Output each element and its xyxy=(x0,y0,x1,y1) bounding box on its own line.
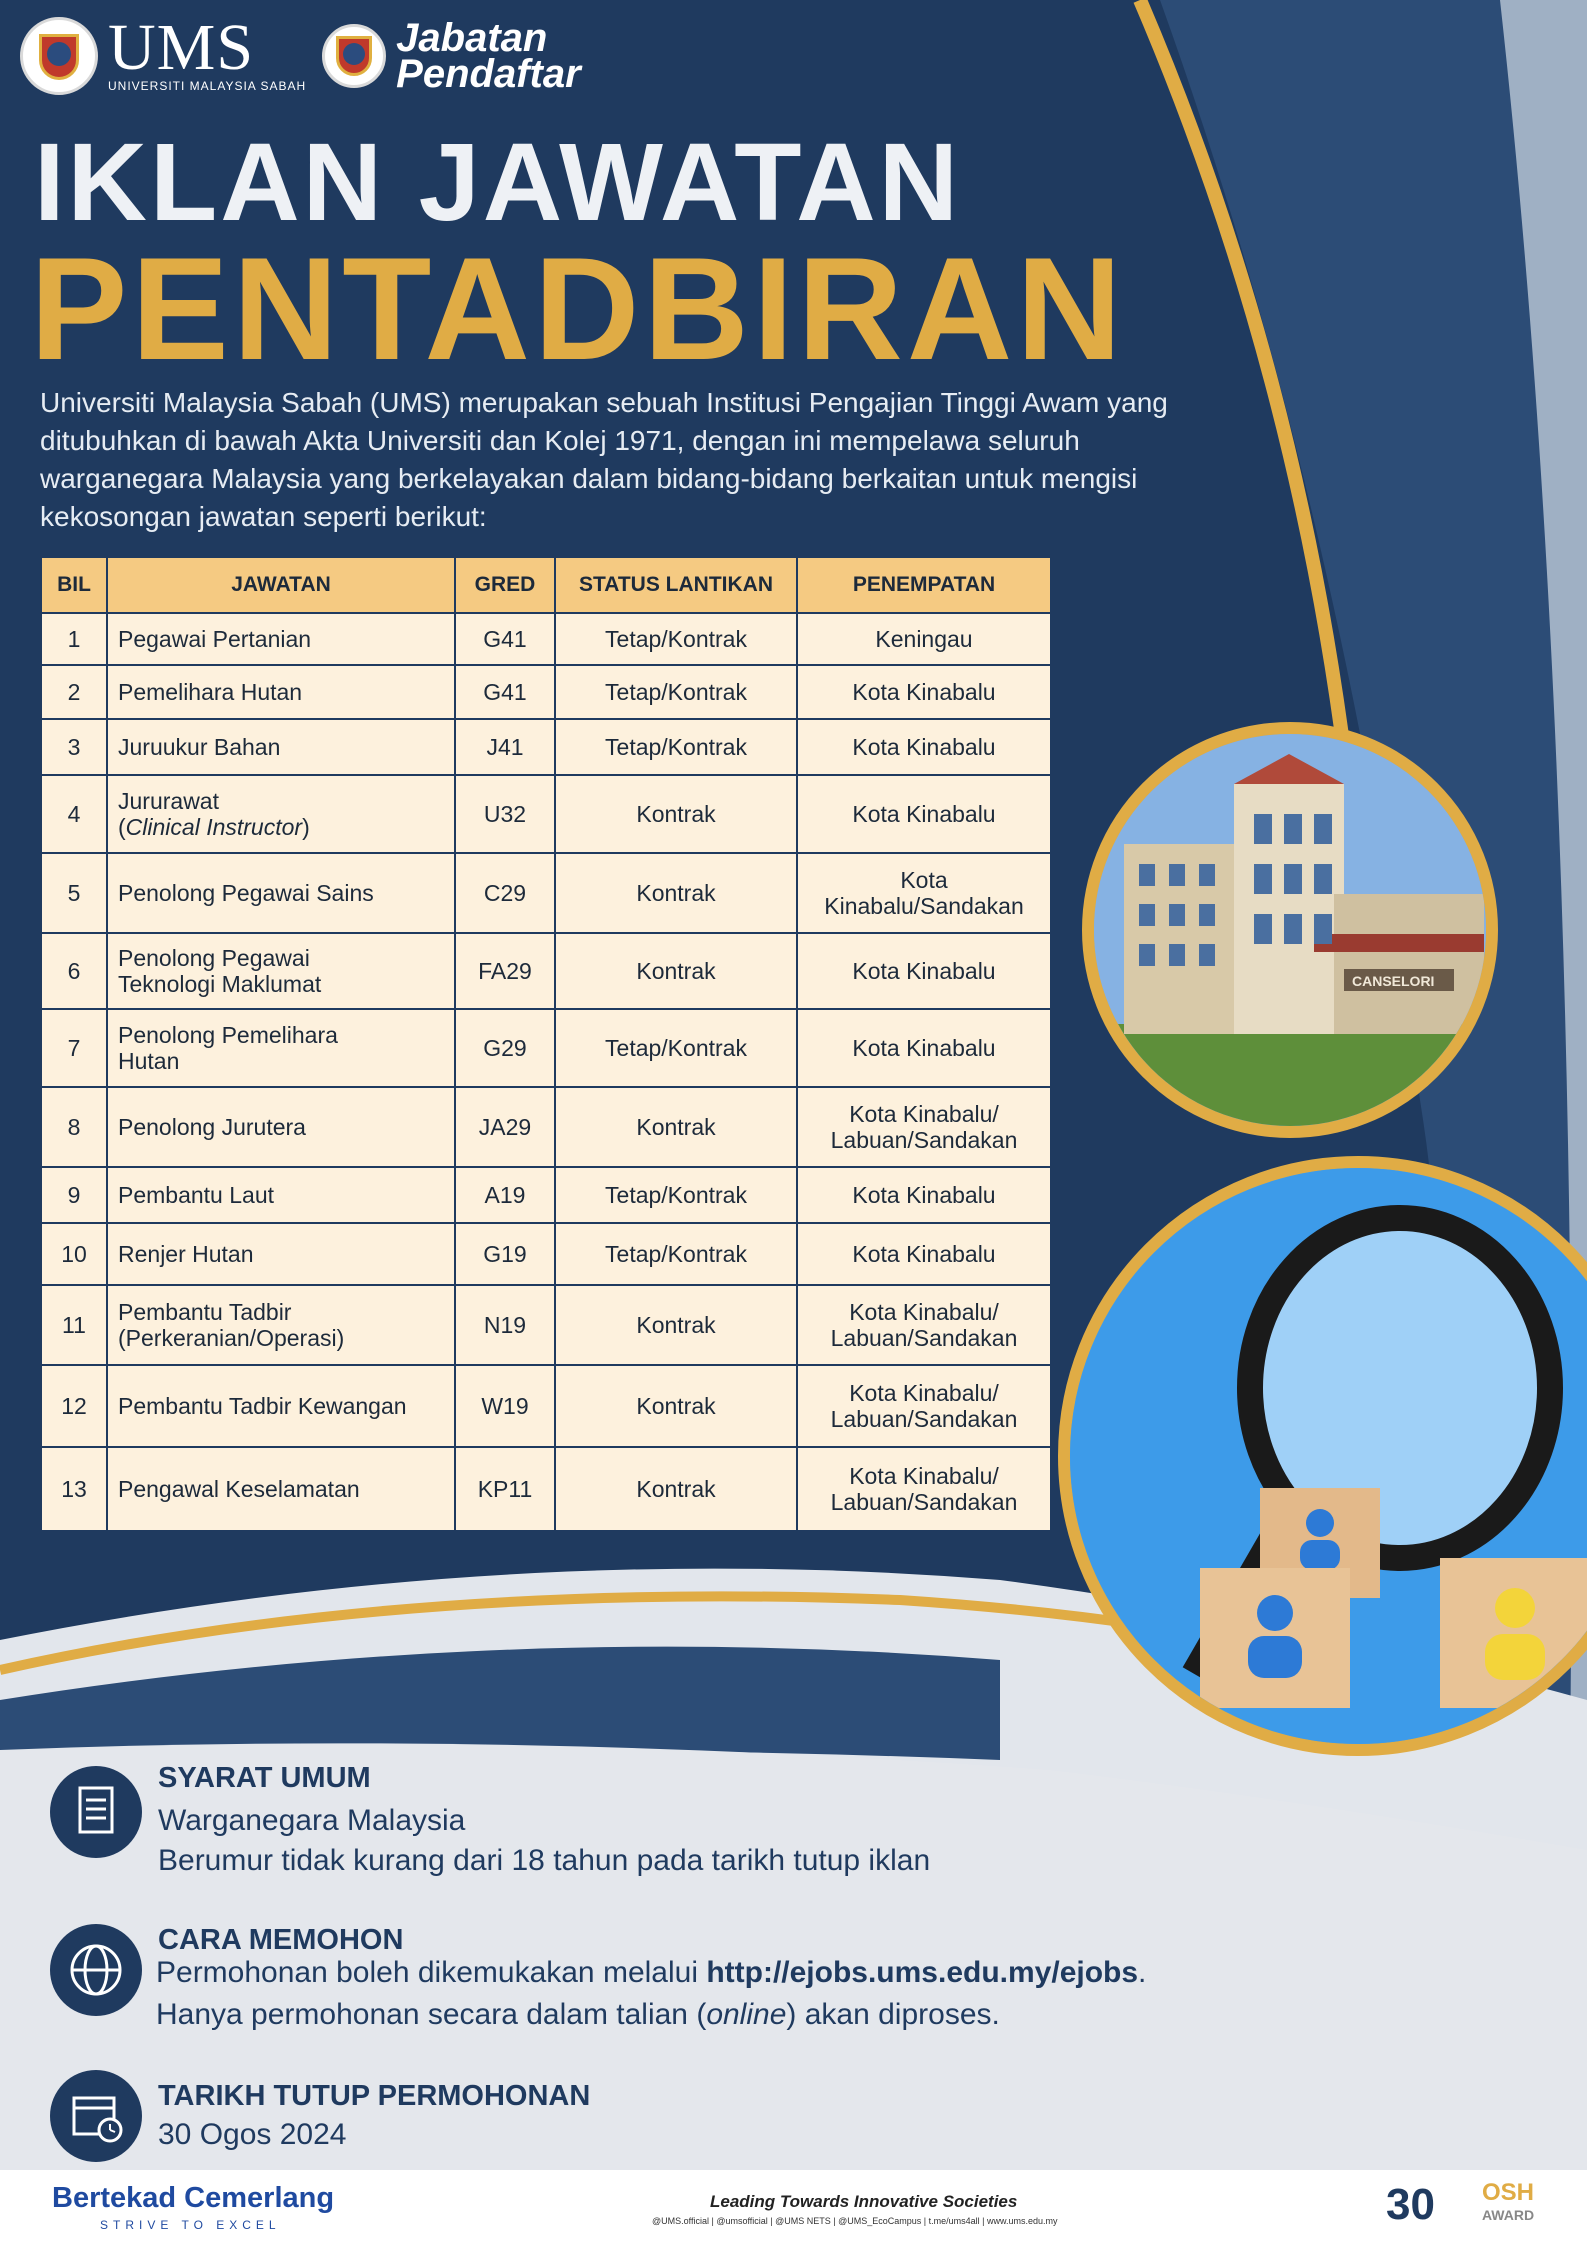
table-row xyxy=(41,719,1051,775)
cell-bil: 5 xyxy=(41,853,107,933)
cell-jawatan: Pegawai Pertanian xyxy=(107,613,455,665)
cell-penempatan xyxy=(797,1365,1051,1447)
osh-award-badge xyxy=(1472,2179,1544,2238)
building-illustration xyxy=(1094,734,1486,1126)
cell-jawatan-line1: Penolong Pegawai xyxy=(118,945,310,971)
cell-penempatan-line1: Kota Kinabalu/ xyxy=(849,1463,999,1489)
cell-jawatan: Renjer Hutan xyxy=(107,1223,455,1285)
ums-logo-text: UMS xyxy=(108,11,255,84)
table-row xyxy=(41,1009,1051,1087)
osh-line1: OSH xyxy=(1481,2179,1534,2206)
cell-bil: 12 xyxy=(41,1365,107,1447)
osh-line2: AWARD xyxy=(1481,2207,1535,2223)
title-line1: IKLAN JAWATAN xyxy=(34,121,962,244)
cell-penempatan-line2: Kinabalu/Sandakan xyxy=(824,893,1024,919)
cara-line1 xyxy=(156,1952,1146,1994)
cell-penempatan: Kota Kinabalu xyxy=(797,775,1051,853)
cell-status: Kontrak xyxy=(555,933,797,1009)
cell-status: Kontrak xyxy=(555,1365,797,1447)
cara-line2-pre: Hanya permohonan secara dalam talian ( xyxy=(156,1998,707,2031)
cell-bil: 3 xyxy=(41,719,107,775)
header-logos xyxy=(20,11,581,98)
cell-jawatan xyxy=(107,1285,455,1365)
cell-jawatan-line1: Penolong Pemelihara xyxy=(118,1022,338,1048)
cell-bil: 8 xyxy=(41,1087,107,1167)
header-jawatan: JAWATAN xyxy=(107,557,455,613)
cell-gred: JA29 xyxy=(455,1087,555,1167)
cell-jawatan: Pembantu Laut xyxy=(107,1167,455,1223)
cell-bil: 1 xyxy=(41,613,107,665)
cell-status: Kontrak xyxy=(555,853,797,933)
cell-penempatan: Kota Kinabalu xyxy=(797,1009,1051,1087)
table-row xyxy=(41,1447,1051,1531)
cell-penempatan-line2: Labuan/Sandakan xyxy=(830,1325,1018,1351)
cell-penempatan: Keningau xyxy=(797,613,1051,665)
intro-paragraph: Universiti Malaysia Sabah (UMS) merupakan sebuah Institusi Pengajian Tinggi Awam yang ditubuhkan di bawah Akta Universiti dan Kolej 1971, dengan ini mempelawa seluruh warganegara Malaysia yang berkelayakan dalam bidang-bidang berkaitan untuk mengisi kekosongan jawatan seperti berikut: xyxy=(40,387,1168,532)
title-line2: PENTADBIRAN xyxy=(30,227,1126,390)
cell-jawatan: Penolong Pegawai Sains xyxy=(107,853,455,933)
cara-line1-post: . xyxy=(1138,1956,1147,1989)
table-row xyxy=(41,775,1051,853)
cell-penempatan-line2: Labuan/Sandakan xyxy=(830,1406,1018,1432)
cell-gred: G19 xyxy=(455,1223,555,1285)
cell-penempatan-line1: Kota xyxy=(900,867,948,893)
tarikh-title: TARIKH TUTUP PERMOHONAN xyxy=(158,2080,591,2112)
cell-jawatan xyxy=(107,1009,455,1087)
table-row xyxy=(41,1167,1051,1223)
cell-jawatan-line2: Hutan xyxy=(118,1048,180,1074)
footer-tagline: Leading Towards Innovative Societies xyxy=(710,2192,1018,2211)
cell-jawatan: Pengawal Keselamatan xyxy=(107,1447,455,1531)
magnifier-illustration xyxy=(1070,1168,1587,1744)
cell-jawatan: Pemelihara Hutan xyxy=(107,665,455,719)
table-row xyxy=(41,1285,1051,1365)
calendar-icon xyxy=(50,2070,142,2162)
table-row xyxy=(41,1223,1051,1285)
tarikh-date: 30 Ogos 2024 xyxy=(158,2118,347,2151)
cell-jawatan: Juruukur Bahan xyxy=(107,719,455,775)
table-header-row xyxy=(41,557,1051,613)
table-row xyxy=(41,853,1051,933)
document-icon xyxy=(50,1766,142,1858)
footer-slogan-sub: STRIVE TO EXCEL xyxy=(100,2218,281,2232)
cell-gred: N19 xyxy=(455,1285,555,1365)
cell-penempatan-line1: Kota Kinabalu/ xyxy=(849,1299,999,1325)
cell-status: Tetap/Kontrak xyxy=(555,613,797,665)
job-table xyxy=(40,556,1052,1532)
cell-status: Tetap/Kontrak xyxy=(555,1223,797,1285)
cell-penempatan: Kota Kinabalu xyxy=(797,665,1051,719)
cell-penempatan: Kota Kinabalu xyxy=(797,1223,1051,1285)
cell-bil: 4 xyxy=(41,775,107,853)
table-row xyxy=(41,1365,1051,1447)
cell-status: Kontrak xyxy=(555,775,797,853)
cell-penempatan-line2: Labuan/Sandakan xyxy=(830,1489,1018,1515)
cell-gred: U32 xyxy=(455,775,555,853)
cell-gred: A19 xyxy=(455,1167,555,1223)
building-photo xyxy=(1082,722,1498,1138)
cell-gred: G41 xyxy=(455,613,555,665)
cell-jawatan-line2: Teknologi Maklumat xyxy=(118,971,322,997)
cell-gred: G29 xyxy=(455,1009,555,1087)
cell-gred: KP11 xyxy=(455,1447,555,1531)
syarat-title: SYARAT UMUM xyxy=(158,1762,371,1794)
syarat-line2: Berumur tidak kurang dari 18 tahun pada tarikh tutup iklan xyxy=(158,1844,931,1877)
table-row xyxy=(41,933,1051,1009)
anniversary-badge: 30 xyxy=(1386,2180,1435,2229)
dept-wordmark xyxy=(396,16,581,96)
cell-status: Kontrak xyxy=(555,1285,797,1365)
ums-crest-logo xyxy=(20,17,98,95)
cell-jawatan: Penolong Jurutera xyxy=(107,1087,455,1167)
header-bil: BIL xyxy=(41,557,107,613)
cell-penempatan xyxy=(797,1087,1051,1167)
cell-gred: C29 xyxy=(455,853,555,933)
cara-title: CARA MEMOHON xyxy=(158,1924,404,1956)
cell-jawatan xyxy=(107,933,455,1009)
cara-line2-em: online xyxy=(706,1998,787,2031)
cell-status: Kontrak xyxy=(555,1087,797,1167)
ums-wordmark xyxy=(108,11,307,93)
cell-status: Tetap/Kontrak xyxy=(555,665,797,719)
cell-bil: 2 xyxy=(41,665,107,719)
header-status: STATUS LANTIKAN xyxy=(555,557,797,613)
cell-jawatan-line2: (Perkeranian/Operasi) xyxy=(118,1325,345,1351)
dept-line1: Jabatan xyxy=(396,16,548,60)
building-sign: CANSELORI xyxy=(1352,973,1435,989)
cara-line2-post: ) akan diproses. xyxy=(786,1998,1000,2031)
cell-gred: J41 xyxy=(455,719,555,775)
cell-bil: 9 xyxy=(41,1167,107,1223)
cara-line2 xyxy=(156,1994,1000,2036)
cell-bil: 7 xyxy=(41,1009,107,1087)
cell-gred: W19 xyxy=(455,1365,555,1447)
cell-penempatan xyxy=(797,1447,1051,1531)
cell-jawatan: Jururawat (Clinical Instructor) xyxy=(107,775,455,853)
cell-penempatan-line2: Labuan/Sandakan xyxy=(830,1127,1018,1153)
cell-status: Tetap/Kontrak xyxy=(555,1167,797,1223)
cell-penempatan xyxy=(797,1285,1051,1365)
cell-penempatan: Kota Kinabalu xyxy=(797,933,1051,1009)
cell-gred: FA29 xyxy=(455,933,555,1009)
footer-socials: @UMS.official | @umsofficial | @UMS NETS | @UMS_EcoCampus | t.me/ums4all | www.ums.edu.my xyxy=(652,2216,1058,2226)
table-row xyxy=(41,665,1051,719)
cell-bil: 13 xyxy=(41,1447,107,1531)
ejobs-link[interactable]: http://ejobs.ums.edu.my/ejobs xyxy=(706,1956,1139,1989)
cell-jawatan-note: Clinical Instructor xyxy=(125,814,303,840)
cara-line1-pre: Permohonan boleh dikemukakan melalui xyxy=(156,1956,707,1989)
cell-bil: 11 xyxy=(41,1285,107,1365)
cell-bil: 6 xyxy=(41,933,107,1009)
cell-penempatan-line1: Kota Kinabalu/ xyxy=(849,1101,999,1127)
cell-penempatan xyxy=(797,853,1051,933)
cell-bil: 10 xyxy=(41,1223,107,1285)
dept-crest-logo xyxy=(322,24,386,88)
cell-gred: G41 xyxy=(455,665,555,719)
table-row xyxy=(41,1087,1051,1167)
header-penempatan: PENEMPATAN xyxy=(797,557,1051,613)
ums-subtitle: UNIVERSITI MALAYSIA SABAH xyxy=(108,79,307,93)
globe-icon xyxy=(50,1924,142,2016)
cell-jawatan-line1: Pembantu Tadbir xyxy=(118,1299,292,1325)
dept-line2: Pendaftar xyxy=(396,52,581,96)
cell-status: Tetap/Kontrak xyxy=(555,1009,797,1087)
cell-jawatan-line1: Jururawat xyxy=(118,788,219,814)
header-gred: GRED xyxy=(455,557,555,613)
table-row xyxy=(41,613,1051,665)
cell-penempatan: Kota Kinabalu xyxy=(797,1167,1051,1223)
cell-penempatan-line1: Kota Kinabalu/ xyxy=(849,1380,999,1406)
syarat-line1: Warganegara Malaysia xyxy=(158,1804,466,1837)
cell-jawatan: Pembantu Tadbir Kewangan xyxy=(107,1365,455,1447)
footer-slogan: Bertekad Cemerlang xyxy=(52,2182,335,2214)
cell-status: Kontrak xyxy=(555,1447,797,1531)
cell-penempatan: Kota Kinabalu xyxy=(797,719,1051,775)
cell-status: Tetap/Kontrak xyxy=(555,719,797,775)
